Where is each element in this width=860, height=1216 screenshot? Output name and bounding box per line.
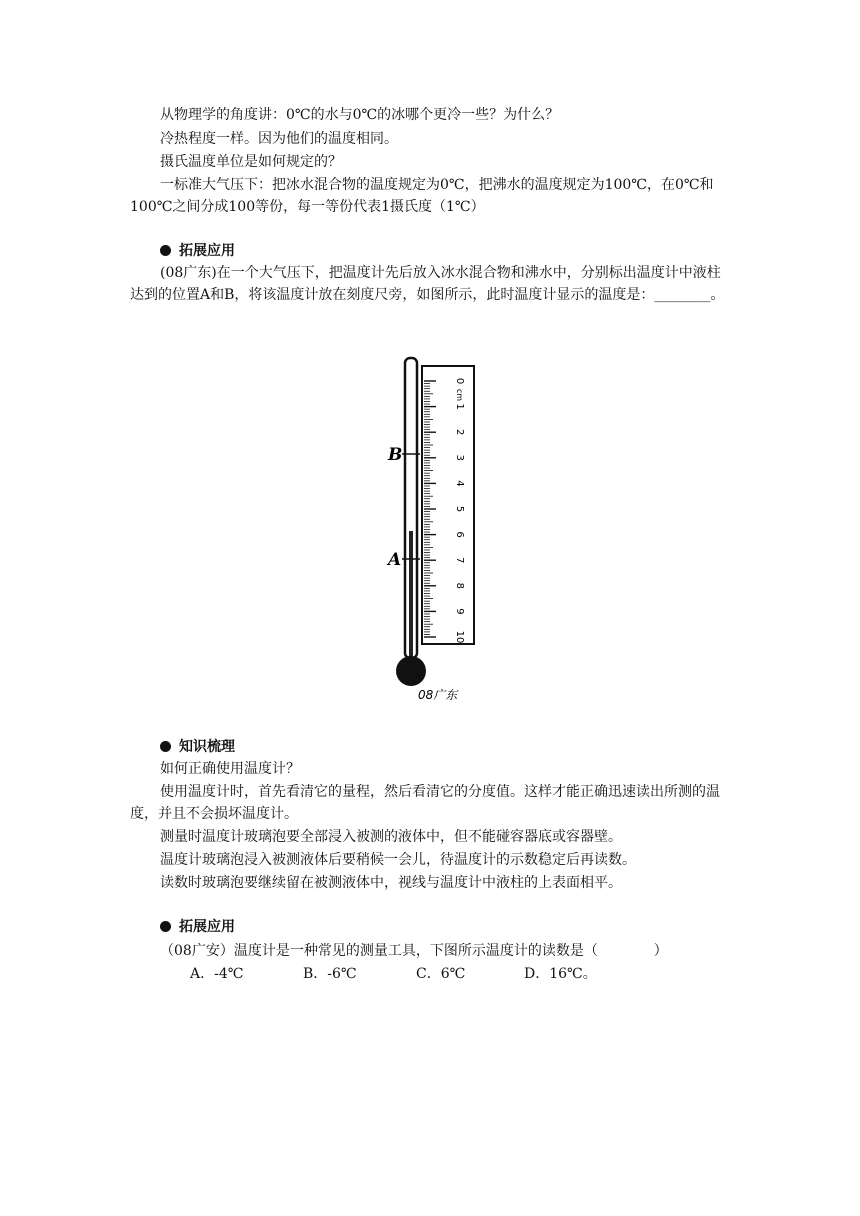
ruler-tick-label: 10: [454, 630, 465, 644]
ruler: [422, 366, 474, 644]
question-celsius: 摄氏温度单位是如何规定的？: [160, 154, 342, 170]
figure-caption: 08广东: [418, 688, 458, 702]
section-heading-knowledge: 知识梳理: [130, 736, 730, 758]
liquid-column: [409, 531, 413, 659]
ruler-tick-label: 5: [454, 505, 465, 513]
option-a: A．-4℃: [190, 966, 244, 982]
bullet-icon: [160, 741, 171, 752]
option-b: B．-6℃: [303, 966, 357, 982]
usage-paragraph-1: 使用温度计时，首先看清它的量程，然后看清它的分度值。这样才能正确迅速读出所测的温度，并且不会损坏温度计。: [130, 784, 720, 822]
ruler-tick-label: 3: [454, 454, 465, 461]
label-b: B: [388, 445, 403, 465]
bullet-icon: [160, 921, 171, 932]
usage-paragraph-2: 测量时温度计玻璃泡要全部浸入被测的液体中，但不能碰容器底或容器壁。: [160, 829, 622, 845]
ruler-tick-label: 8: [454, 582, 465, 589]
ruler-tick-label: 0: [454, 377, 465, 385]
option-c: C．6℃: [416, 966, 466, 982]
answer-ice-water: 冷热程度一样。因为他们的温度相同。: [160, 131, 398, 147]
section-heading-extension-2: 拓展应用: [130, 916, 730, 938]
usage-paragraph-3: 温度计玻璃泡浸入被测液体后要稍候一会儿，待温度计的示数稳定后再读数。: [160, 852, 636, 868]
ruler-tick-label: 9: [454, 608, 465, 615]
answer-celsius: 一标准大气压下：把冰水混合物的温度规定为0℃，把沸水的温度规定为100℃，在0℃和100℃之间分成100等份，每一等份代表1摄氏度（1℃）: [130, 177, 714, 215]
section-heading-extension-1: 拓展应用: [130, 240, 730, 262]
question-guangdong: (08广东)在一个大气压下，把温度计先后放入冰水混合物和沸水中，分别标出温度计中液柱达到的位置A和B，将该温度计放在刻度尺旁，如图所示，此时温度计显示的温度是：________。: [130, 265, 725, 303]
label-a: A: [388, 550, 402, 570]
ruler-tick-label: 4: [454, 480, 465, 487]
question-ice-water: 从物理学的角度讲：0℃的水与0℃的冰哪个更冷一些？为什么？: [160, 107, 560, 123]
bullet-icon: [160, 245, 171, 256]
question-guangan: （08广安）温度计是一种常见的测量工具，下图所示温度计的读数是（ ）: [160, 943, 668, 959]
thermometer-bulb: [396, 656, 426, 686]
ruler-tick-label: 7: [454, 557, 465, 564]
question-usage: 如何正确使用温度计？: [160, 761, 300, 777]
option-d: D．16℃。: [524, 966, 597, 982]
ruler-unit-label: cm: [455, 388, 464, 402]
ruler-tick-label: 1: [454, 403, 465, 410]
answer-options: [130, 963, 730, 985]
thermometer-ruler-figure: [378, 356, 478, 712]
usage-paragraph-4: 读数时玻璃泡要继续留在被测液体中，视线与温度计中液柱的上表面相平。: [160, 875, 622, 891]
ruler-tick-label: 6: [454, 531, 465, 538]
ruler-tick-label: 2: [454, 429, 465, 436]
